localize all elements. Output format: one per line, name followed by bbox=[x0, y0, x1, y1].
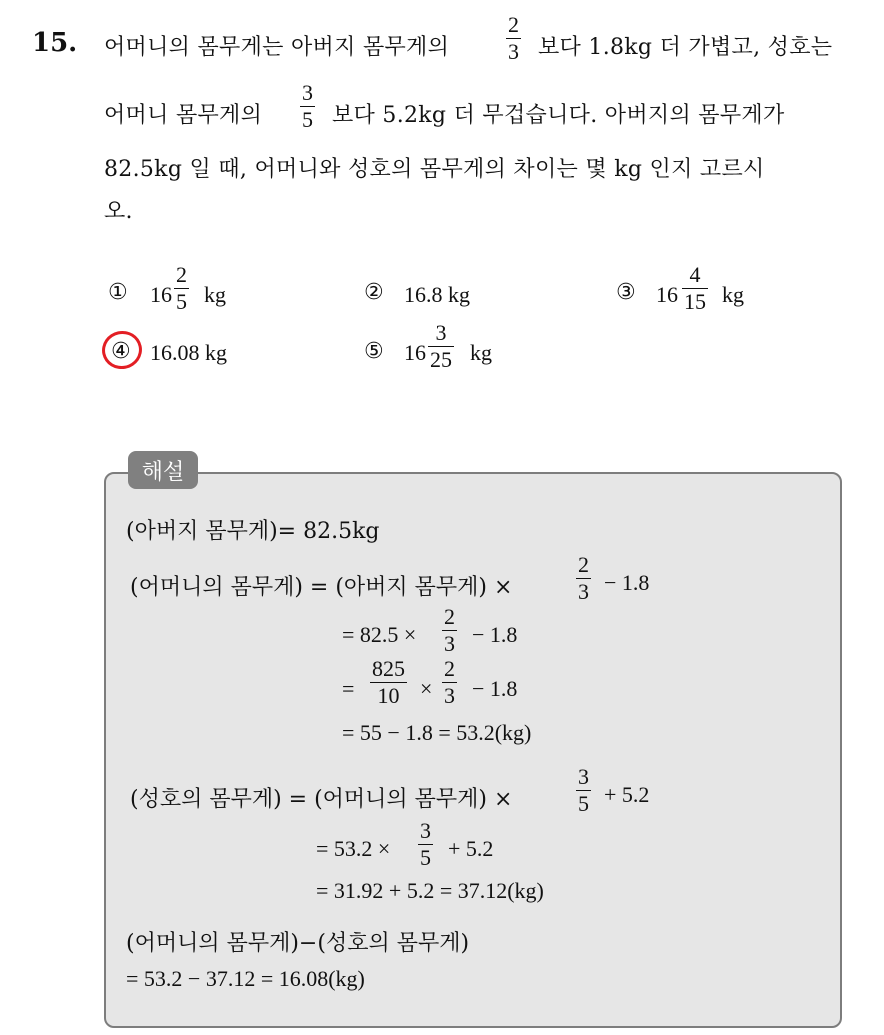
fraction-numerator: 2 bbox=[444, 656, 455, 681]
fraction-denominator: 5 bbox=[420, 845, 431, 871]
choice-3-whole: 16 bbox=[656, 282, 678, 307]
fraction-denominator: 5 bbox=[176, 289, 187, 315]
choice-4-text: 16.08 kg bbox=[150, 340, 227, 365]
solution-tag: 해설 bbox=[128, 451, 198, 489]
choice-1-unit: kg bbox=[204, 282, 226, 307]
fraction-numerator: 3 bbox=[435, 320, 447, 345]
fraction-denominator: 3 bbox=[508, 39, 519, 65]
fraction-denominator: 15 bbox=[684, 289, 706, 315]
fraction-denominator: 5 bbox=[578, 791, 589, 817]
choice-5-whole: 16 bbox=[404, 340, 426, 365]
solution-line-4-times: × bbox=[420, 676, 433, 701]
choice-1-mark[interactable]: ① bbox=[108, 280, 128, 305]
solution-line-10: = 53.2 − 37.12 = 16.08(kg) bbox=[126, 966, 365, 991]
solution-line-6-lhs: (성호의 몸무게) = (어머니의 몸무게) × bbox=[130, 787, 513, 812]
solution-line-7-tail: + 5.2 bbox=[448, 836, 494, 861]
solution-line-3-lhs: = 82.5 × bbox=[342, 622, 417, 647]
solution-line-4-fraction-1 bbox=[370, 658, 407, 707]
solution-line-4-fraction-2 bbox=[442, 658, 457, 707]
fraction-numerator: 2 bbox=[176, 262, 187, 287]
fraction-numerator: 3 bbox=[420, 818, 431, 843]
fraction-three-fifths bbox=[300, 82, 315, 131]
solution-line-2-lhs: (어머니의 몸무게) = (아버지 몸무게) × bbox=[130, 575, 513, 600]
solution-line-4-eq: = bbox=[342, 676, 355, 701]
choice-5-unit: kg bbox=[470, 340, 492, 365]
solution-line-4-tail: − 1.8 bbox=[472, 676, 518, 701]
fraction-numerator: 3 bbox=[578, 764, 589, 789]
question-line-1b: 보다 1.8kg 더 가볍고, 성호는 bbox=[538, 35, 833, 60]
question-line-3: 82.5kg 일 때, 어머니와 성호의 몸무게의 차이는 몇 kg 인지 고르시 bbox=[104, 157, 765, 182]
solution-line-1: (아버지 몸무게)= 82.5kg bbox=[126, 519, 380, 544]
solution-line-5: = 55 − 1.8 = 53.2(kg) bbox=[342, 720, 532, 745]
fraction-denominator: 10 bbox=[377, 683, 400, 709]
fraction-denominator: 3 bbox=[444, 683, 455, 709]
choice-5-fraction bbox=[428, 322, 454, 371]
question-line-4: 오. bbox=[104, 199, 133, 224]
solution-line-2-tail: − 1.8 bbox=[604, 570, 650, 595]
solution-line-6-fraction bbox=[576, 766, 591, 815]
fraction-denominator: 3 bbox=[578, 579, 589, 605]
choice-3-fraction bbox=[682, 264, 708, 313]
fraction-denominator: 5 bbox=[302, 107, 313, 133]
question-number: 15. bbox=[32, 28, 78, 58]
choice-1-whole: 16 bbox=[150, 282, 172, 307]
choice-3-unit: kg bbox=[722, 282, 744, 307]
fraction-numerator: 4 bbox=[689, 262, 701, 287]
fraction-numerator: 825 bbox=[372, 656, 405, 681]
question-line-2a: 어머니 몸무게의 bbox=[104, 103, 263, 128]
solution-line-7-lhs: = 53.2 × bbox=[316, 836, 391, 861]
choice-1-fraction bbox=[174, 264, 189, 313]
choice-4-mark[interactable]: ④ bbox=[111, 339, 131, 364]
choice-2-text: 16.8 kg bbox=[404, 282, 470, 307]
solution-line-9: (어머니의 몸무게)−(성호의 몸무게) bbox=[126, 931, 470, 956]
choice-3-mark[interactable]: ③ bbox=[616, 280, 636, 305]
fraction-numerator: 3 bbox=[302, 80, 313, 105]
choice-5-mark[interactable]: ⑤ bbox=[364, 339, 384, 364]
solution-line-6-tail: + 5.2 bbox=[604, 782, 650, 807]
fraction-numerator: 2 bbox=[578, 552, 589, 577]
fraction-numerator: 2 bbox=[444, 604, 455, 629]
choice-2-mark[interactable]: ② bbox=[364, 280, 384, 305]
solution-line-3-fraction bbox=[442, 606, 457, 655]
solution-line-7-fraction bbox=[418, 820, 433, 869]
fraction-denominator: 3 bbox=[444, 631, 455, 657]
solution-line-3-tail: − 1.8 bbox=[472, 622, 518, 647]
question-line-2b: 보다 5.2kg 더 무겁습니다. 아버지의 몸무게가 bbox=[332, 103, 785, 128]
question-line-1a: 어머니의 몸무게는 아버지 몸무게의 bbox=[104, 35, 450, 60]
fraction-two-thirds bbox=[506, 14, 521, 63]
solution-line-8: = 31.92 + 5.2 = 37.12(kg) bbox=[316, 878, 544, 903]
fraction-denominator: 25 bbox=[430, 347, 452, 373]
fraction-numerator: 2 bbox=[508, 12, 519, 37]
solution-line-2-fraction bbox=[576, 554, 591, 603]
